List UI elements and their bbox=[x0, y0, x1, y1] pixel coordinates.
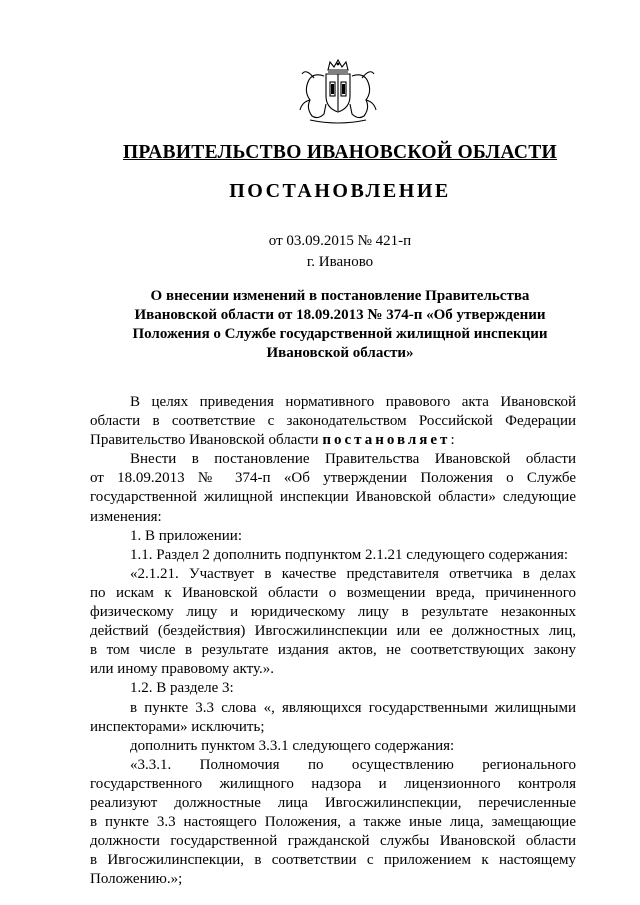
body-line: в пункте 3.3 слова «, являющихся государственными жилищными bbox=[130, 699, 576, 716]
body-line: «3.3.1. Полномочия по осуществлению регионального bbox=[130, 756, 576, 773]
body-line: Внести в постановление Правительства Ивановской области bbox=[130, 451, 576, 468]
body-line: 1.1. Раздел 2 дополнить подпунктом 2.1.21 следующего содержания: bbox=[130, 546, 569, 563]
body-text: : bbox=[450, 432, 455, 449]
coat-of-arms-emblem bbox=[296, 56, 380, 126]
document-date-number: от 03.09.2015 № 421-п bbox=[268, 233, 412, 249]
body-line: «2.1.21. Участвует в качестве представителя ответчика в делах bbox=[130, 565, 576, 582]
document-city: г. Иваново bbox=[306, 254, 374, 270]
body-line bbox=[90, 431, 576, 450]
body-line: действий (бездействия) Ивгосжилинспекции или ее должностных лиц, bbox=[90, 623, 576, 640]
body-line: В целях приведения нормативного правового акта Ивановской bbox=[130, 394, 576, 410]
document-title bbox=[100, 287, 580, 363]
body-line: изменения: bbox=[90, 508, 162, 525]
document-body bbox=[90, 393, 576, 889]
body-line: государственной жилищной инспекции Ивановской области» следующие bbox=[90, 489, 576, 506]
body-line: 1. В приложении: bbox=[130, 527, 242, 544]
body-line: реализуют должностные лица Ивгосжилинспекции, перечисленные bbox=[90, 794, 576, 811]
body-line: по искам к Ивановской области о возмещении вреда, причиненного bbox=[90, 584, 576, 601]
title-line: Положения о Службе государственной жилищной инспекции bbox=[132, 326, 548, 342]
body-line: или иному правовому акту.». bbox=[90, 661, 275, 678]
body-line: области в соответствие с законодательством Российской Федерации bbox=[90, 413, 576, 430]
body-line: в пункте 3.3 настоящего Положения, а также иные лица, замещающие bbox=[90, 814, 576, 831]
body-line: дополнить пунктом 3.3.1 следующего содержания: bbox=[130, 737, 455, 754]
body-line: Положению.»; bbox=[90, 871, 183, 888]
body-line: 1.2. В разделе 3: bbox=[130, 680, 234, 697]
body-line: от 18.09.2013 № 374-п «Об утверждении Положения о Службе bbox=[90, 470, 576, 487]
body-line: должности государственной гражданской службы Ивановской области bbox=[90, 833, 576, 850]
resolution-keyword: постановляет bbox=[322, 432, 451, 449]
title-line: Ивановской области от 18.09.2013 № 374-п «Об утверждении bbox=[134, 307, 546, 323]
organization-name: ПРАВИТЕЛЬСТВО ИВАНОВСКОЙ ОБЛАСТИ bbox=[122, 142, 558, 163]
body-line: инспекторами» исключить; bbox=[90, 718, 265, 735]
title-line: О внесении изменений в постановление Правительства bbox=[150, 288, 530, 304]
body-line: в Ивгосжилинспекции, в соответствии с приложением к настоящему bbox=[90, 852, 576, 869]
body-line: физическому лицу и юридическому лицу в результате незаконных bbox=[90, 604, 576, 621]
body-text: Правительство Ивановской области bbox=[90, 432, 319, 449]
title-line: Ивановской области» bbox=[266, 345, 414, 361]
document-type: ПОСТАНОВЛЕНИЕ bbox=[229, 180, 451, 202]
body-line: в том числе в результате издания актов, не соответствующих закону bbox=[90, 642, 576, 659]
body-line: государственного жилищного надзора и лицензионного контроля bbox=[90, 775, 576, 792]
